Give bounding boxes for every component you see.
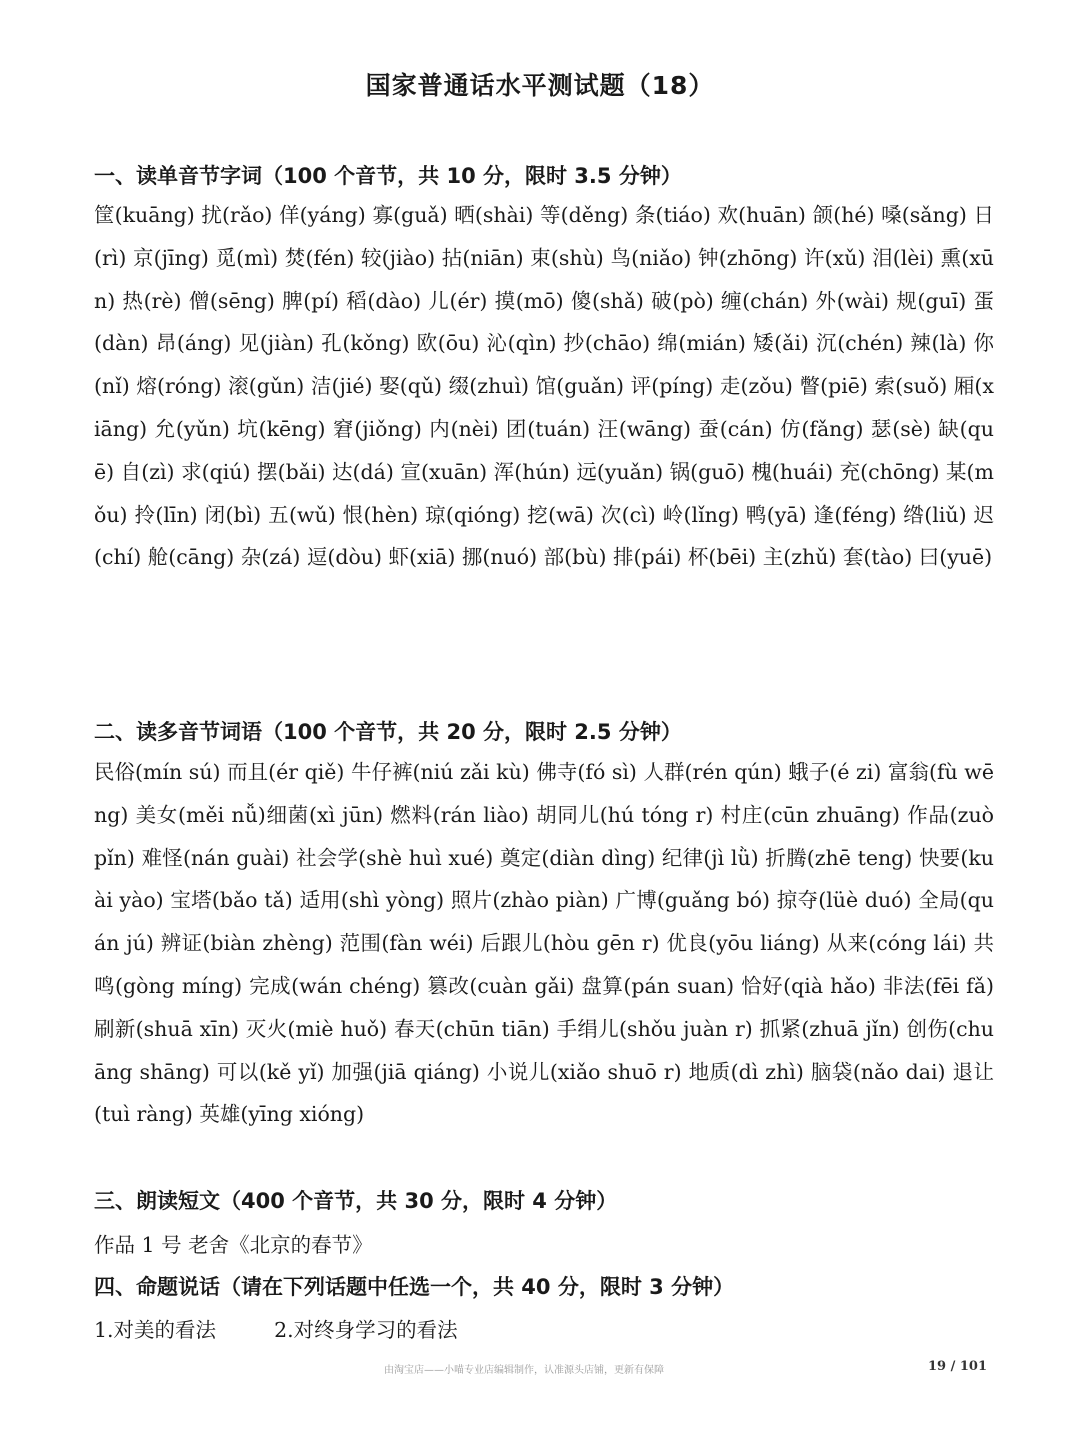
topic-list — [94, 1313, 458, 1343]
page-title: 国家普通话水平测试题（18） — [365, 71, 715, 100]
section-1-content: 筐(kuāng) 扰(rǎo) 佯(yáng) 寡(guǎ) 晒(shài) 等(děng) 条(tiáo) 欢(huān) 颌(hé) 嗓(sǎng) 日(rì) 京(jīng) 觅(mì) 焚(fén) 较(jiào) 拈(niān) 束(shù) 鸟(niǎo) 钟(zhōng) 许(xǔ) 泪(lèi) 熏(xūn) 热(rè) 僧(sēng) 脾(pí) 稻(dào) 儿(ér) 摸(mō) 傻(shǎ) 破(pò) 缠(chán) 外(wài) 规(guī) 蛋(dàn) 昂(áng) 见(jiàn) 孔(kǒng) 欧(ōu) 沁(qìn) 抄(chāo) 绵(mián) 矮(ǎi) 沉(chén) 辣(là) 你(nǐ) 熔(róng) 滚(gǔn) 洁(jié) 娶(qǔ) 缀(zhuì) 馆(guǎn) 评(píng) 走(zǒu) 瞥(piē) 索(suǒ) 厢(xiāng) 允(yǔn) 坑(kēng) 窘(jiǒng) 内(nèi) 团(tuán) 汪(wāng) 蚕(cán) 仿(fǎng) 瑟(sè) 缺(quē) 自(zì) 求(qiú) 摆(bǎi) 达(dá) 宣(xuān) 浑(hún) 远(yuǎn) 锅(guō) 槐(huái) 充(chōng) 某(mǒu) 拎(līn) 闭(bì) 五(wǔ) 恨(hèn) 琼(qióng) 挖(wā) 次(cì) 岭(lǐng) 鸭(yā) 逢(féng) 绺(liǔ) 迟(chí) 舱(cāng) 杂(zá) 逗(dòu) 虾(xiā) 挪(nuó) 部(bù) 排(pái) 杯(bēi) 主(zhǔ) 套(tào) 曰(yuē) — [94, 203, 994, 570]
footer-note: 由淘宝店——小喵专业店编辑制作，认准源头店铺，更新有保障 — [384, 1365, 664, 1376]
section-1-heading: 一、读单音节字词（100 个音节，共 10 分，限时 3.5 分钟） — [94, 164, 682, 188]
section-2-heading: 二、读多音节词语（100 个音节，共 20 分，限时 2.5 分钟） — [94, 720, 682, 744]
section-4-heading: 四、命题说话（请在下列话题中任选一个，共 40 分，限时 3 分钟） — [94, 1275, 735, 1299]
section-3-content: 作品 1 号 老舍《北京的春节》 — [94, 1233, 373, 1257]
section-3-heading: 三、朗读短文（400 个音节，共 30 分，限时 4 分钟） — [94, 1189, 618, 1213]
topic-item: 2.对终身学习的看法 — [274, 1318, 458, 1342]
section-2-content: 民俗(mín sú) 而且(ér qiě) 牛仔裤(niú zǎi kù) 佛寺(fó sì) 人群(rén qún) 蛾子(é zi) 富翁(fù wēng) 美女(měi nǚ)细菌(xì jūn) 燃料(rán liào) 胡同儿(hú tóng r) 村庄(cūn zhuāng) 作品(zuò pǐn) 难怪(nán guài) 社会学(shè huì xué) 奠定(diàn dìng) 纪律(jì lǜ) 折腾(zhē teng) 快要(kuài yào) 宝塔(bǎo tǎ) 适用(shì yòng) 照片(zhào piàn) 广博(guǎng bó) 掠夺(lüè duó) 全局(quán jú) 辨证(biàn zhèng) 范围(fàn wéi) 后跟儿(hòu gēn r) 优良(yōu liáng) 从来(cóng lái) 共鸣(gòng míng) 完成(wán chéng) 篡改(cuàn gǎi) 盘算(pán suan) 恰好(qià hǎo) 非法(fēi fǎ) 刷新(shuā xīn) 灭火(miè huǒ) 春天(chūn tiān) 手绢儿(shǒu juàn r) 抓紧(zhuā jǐn) 创伤(chuāng shāng) 可以(kě yǐ) 加强(jiā qiáng) 小说儿(xiǎo shuō r) 地质(dì zhì) 脑袋(nǎo dai) 退让(tuì ràng) 英雄(yīng xióng) — [94, 760, 994, 1127]
topic-item: 1.对美的看法 — [94, 1318, 217, 1342]
page-number: 19 / 101 — [928, 1359, 988, 1374]
